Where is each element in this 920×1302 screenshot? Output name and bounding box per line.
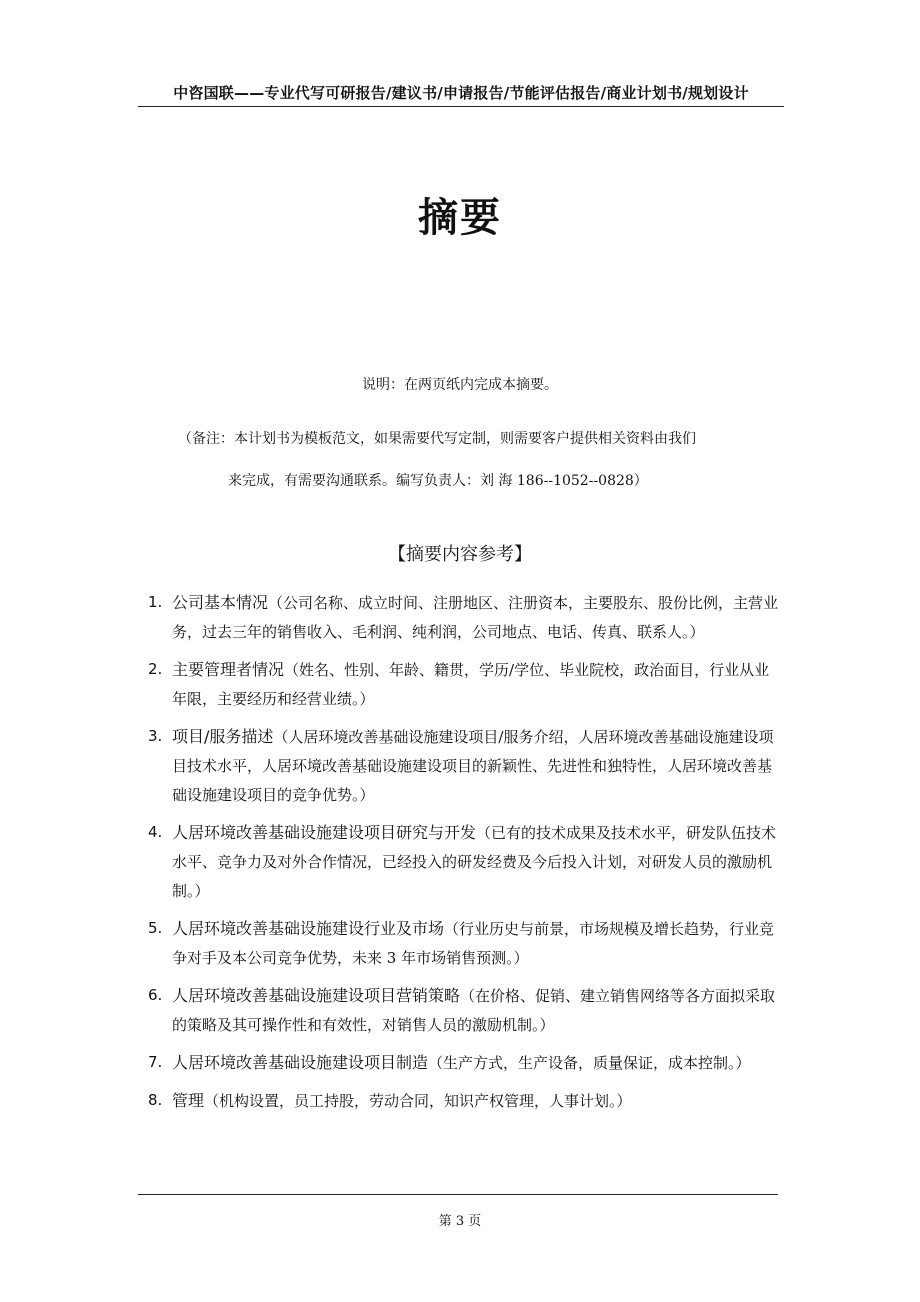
- item-number: 3.: [148, 727, 163, 745]
- item-number: 1.: [148, 593, 163, 611]
- item-body: （在价格、促销、建立销售网络等各方面拟采取的策略及其可操作性和有效性，对销售人员的激励机制。）: [172, 987, 776, 1034]
- item-heading: 公司基本情况: [172, 593, 269, 612]
- list-item: [148, 655, 784, 714]
- list-item: [148, 722, 784, 810]
- item-heading: 人居环境改善基础设施建设项目营销策略: [172, 986, 461, 1005]
- item-body: （生产方式，生产设备，质量保证，成本控制。）: [428, 1054, 751, 1072]
- item-heading: 管理: [172, 1091, 205, 1110]
- list-item: [148, 914, 784, 973]
- item-number: 6.: [148, 986, 163, 1004]
- header-divider: [138, 106, 784, 107]
- item-number: 8.: [148, 1091, 163, 1109]
- list-item: [148, 1048, 784, 1078]
- page-title: 摘要: [418, 195, 502, 241]
- item-body: （已有的技术成果及技术水平，研发队伍技术水平、竞争力及对外合作情况，已经投入的研发经费及今后投入计划，对研发人员的激励机制。）: [172, 824, 777, 900]
- item-body: （机构设置，员工持股，劳动合同，知识产权管理，人事计划。）: [204, 1092, 632, 1110]
- list-item: [148, 1086, 784, 1116]
- page-header: 中咨国联——专业代写可研报告/建议书/申请报告/节能评估报告/商业计划书/规划设计: [173, 84, 749, 102]
- list-item: [148, 588, 784, 647]
- item-body: （人居环境改善基础设施建设项目/服务介绍，人居环境改善基础设施建设项目技术水平，人居环境改善基础设施建设项目的新颖性、先进性和独特性，人居环境改善基础设施建设项目的竞争优势。）: [172, 728, 774, 804]
- list-item: [148, 981, 784, 1040]
- item-body: （公司名称、成立时间、注册地区、注册资本，主要股东、股份比例，主营业务，过去三年的销售收入、毛利润、纯利润，公司地点、电话、传真、联系人。）: [172, 594, 779, 641]
- item-number: 4.: [148, 823, 163, 841]
- item-number: 2.: [148, 660, 163, 678]
- summary-list: [148, 588, 784, 1124]
- section-heading: 【摘要内容参考】: [388, 544, 532, 565]
- note-line-2: 来完成，有需要沟通联系。编写负责人：刘 海 186--1052--0828）: [228, 473, 648, 489]
- item-heading: 项目/服务描述: [172, 727, 274, 746]
- note-line-1: （备注：本计划书为模板范文，如果需要代写定制，则需要客户提供相关资料由我们: [178, 431, 696, 447]
- page-number: 第 3 页: [438, 1214, 482, 1229]
- list-item: [148, 818, 784, 906]
- item-number: 7.: [148, 1053, 163, 1071]
- item-heading: 人居环境改善基础设施建设项目研究与开发: [172, 823, 477, 842]
- item-body: （行业历史与前景，市场规模及增长趋势，行业竞争对手及本公司竞争优势，未来 3 年市场销售预测。）: [172, 920, 775, 967]
- item-body: （姓名、性别、年龄、籍贯，学历/学位、毕业院校，政治面目，行业从业年限，主要经历和经营业绩。）: [172, 661, 770, 708]
- item-heading: 人居环境改善基础设施建设行业及市场: [172, 919, 445, 938]
- footer-divider: [138, 1194, 778, 1195]
- instruction-text: 说明：在两页纸内完成本摘要。: [362, 377, 558, 393]
- item-number: 5.: [148, 919, 163, 937]
- item-heading: 主要管理者情况: [172, 660, 285, 679]
- item-heading: 人居环境改善基础设施建设项目制造: [172, 1053, 429, 1072]
